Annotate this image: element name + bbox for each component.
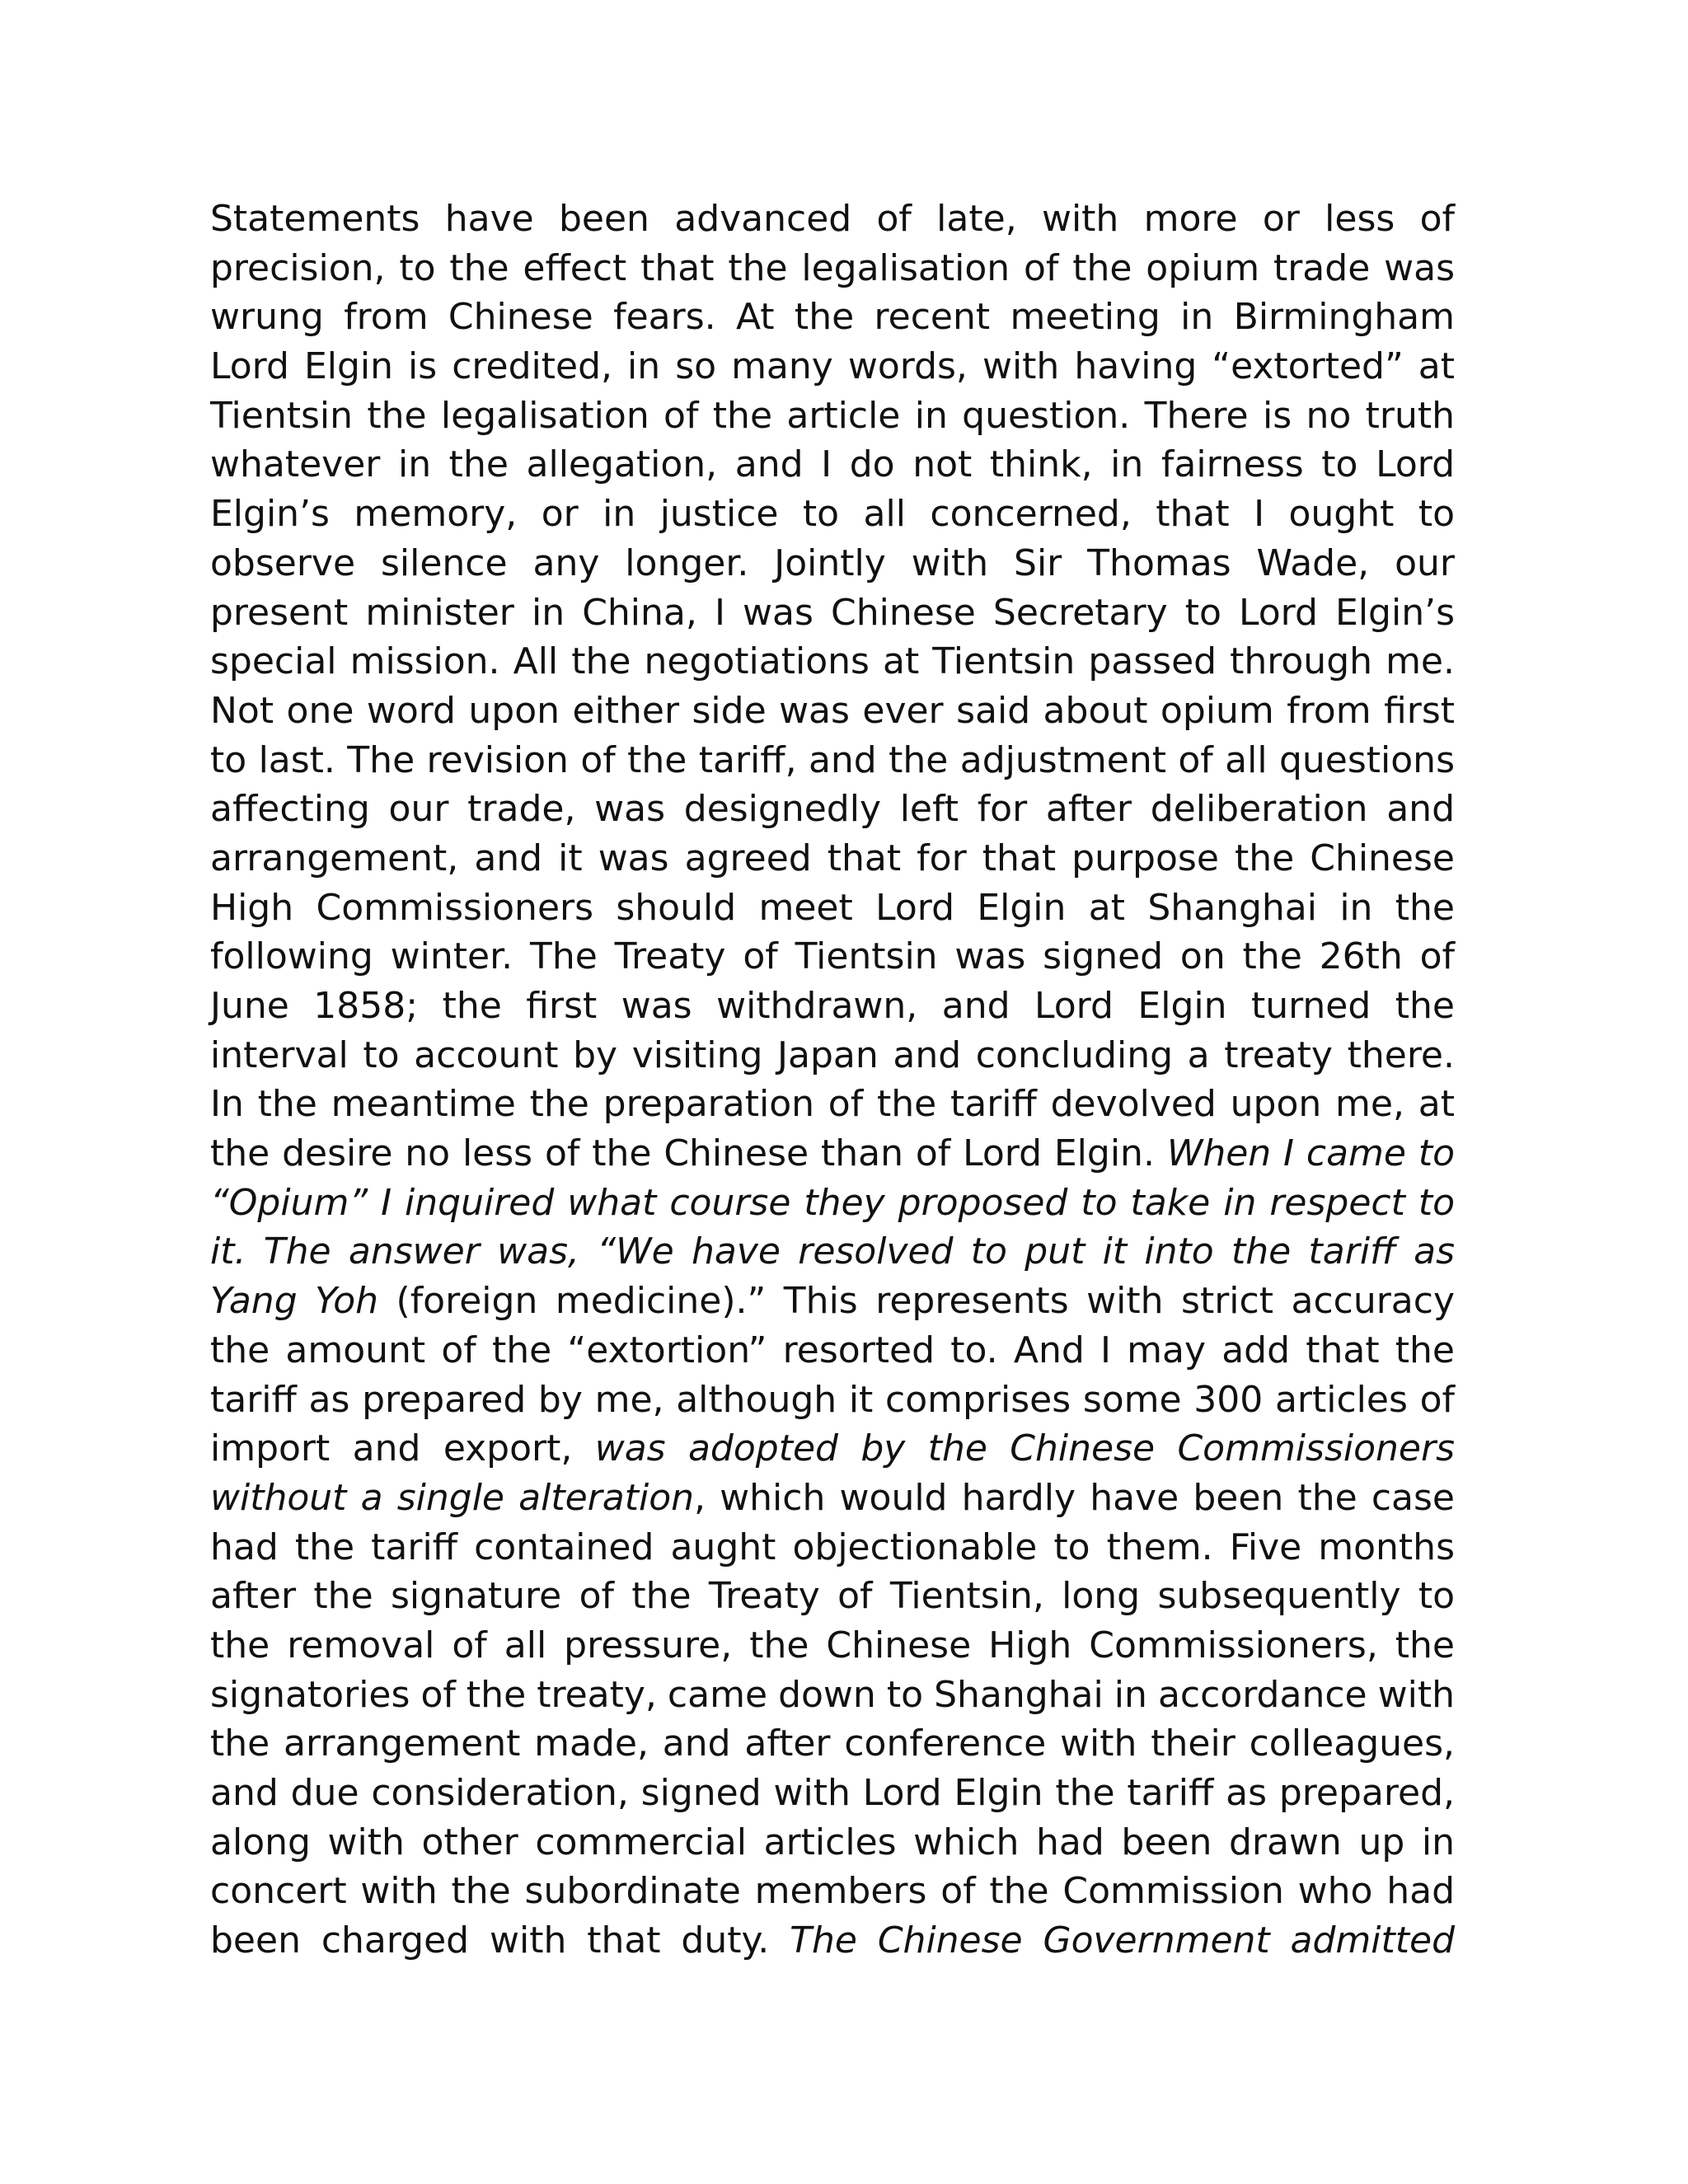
text-line [210, 1867, 1455, 1916]
text-line [210, 785, 1455, 834]
text-line [210, 490, 1455, 539]
text-run: observe silence any longer. Jointly with Sir Thomas Wade, our [210, 541, 1455, 584]
text-run: affecting our trade, was designedly left for after deliberation and [210, 788, 1455, 831]
text-run: Not one word upon either side was ever said about opium from first [210, 689, 1455, 732]
text-run: Tientsin the legalisation of the article in question. There is no truth [210, 394, 1455, 437]
text-run: after the signature of the Treaty of Tientsin, long subsequently to [210, 1575, 1455, 1618]
text-line [210, 1719, 1455, 1769]
text-run: along with other commercial articles which had been drawn up in [210, 1821, 1455, 1863]
text-line [210, 982, 1455, 1031]
text-line [210, 1129, 1455, 1179]
text-run: arrangement, and it was agreed that for that purpose the Chinese [210, 837, 1455, 879]
text-line [210, 1277, 1455, 1326]
text-line [210, 736, 1455, 785]
text-line [210, 1376, 1455, 1425]
text-run: Statements have been advanced of late, with more or less of [210, 198, 1455, 240]
text-run: signatories of the treaty, came down to Shanghai in accordance with [210, 1673, 1455, 1716]
italic-text-run: The Chinese Government admitted [790, 1919, 1456, 1962]
text-line [210, 1818, 1455, 1868]
text-run: wrung from Chinese fears. At the recent meeting in Birmingham [210, 296, 1455, 339]
text-run: present minister in China, I was Chinese Secretary to Lord Elgin’s [210, 591, 1455, 634]
text-run: precision, to the effect that the legalisation of the opium trade was [210, 246, 1455, 289]
text-line [210, 1523, 1455, 1572]
text-line [210, 1326, 1455, 1376]
text-line [210, 1179, 1455, 1228]
body-text [210, 194, 1455, 1966]
text-run: the removal of all pressure, the Chinese High Commissioners, the [210, 1624, 1455, 1666]
text-run: the arrangement made, and after conference with their colleagues, [210, 1722, 1455, 1765]
text-run: to last. The revision of the tariff, and the adjustment of all questions [210, 738, 1455, 781]
text-line [210, 1424, 1455, 1474]
text-line [210, 244, 1455, 293]
text-run: High Commissioners should meet Lord Elgin at Shanghai in the [210, 886, 1455, 929]
text-line [210, 1769, 1455, 1818]
text-run: (foreign medicine).” This represents with strict accuracy [378, 1280, 1455, 1323]
text-line [210, 1227, 1455, 1277]
text-line [210, 1572, 1455, 1621]
text-run: and due consideration, signed with Lord Elgin the tariff as prepared, [210, 1772, 1455, 1814]
italic-text-run: without a single alteration [210, 1476, 695, 1519]
italic-text-run: When I came to [1166, 1132, 1455, 1175]
text-run: Lord Elgin is credited, in so many words, with having “extorted” at [210, 345, 1455, 388]
text-line [210, 342, 1455, 391]
text-run: import and export, [210, 1427, 595, 1470]
text-run: had the tariff contained aught objectionable to them. Five months [210, 1526, 1455, 1568]
italic-text-run: was adopted by the Chinese Commissioners [594, 1427, 1455, 1470]
text-run: following winter. The Treaty of Tientsin was signed on the 26th of [210, 935, 1455, 978]
italic-text-run: “Opium” I inquired what course they proposed to take in respect to [210, 1181, 1455, 1224]
text-line [210, 1916, 1455, 1966]
text-line [210, 834, 1455, 883]
text-line [210, 883, 1455, 933]
text-line [210, 440, 1455, 490]
text-run: been charged with that duty. [210, 1919, 790, 1962]
text-line [210, 1080, 1455, 1129]
text-run: the amount of the “extortion” resorted to. And I may add that the [210, 1329, 1455, 1371]
text-run: interval to account by visiting Japan and concluding a treaty there. [210, 1033, 1455, 1076]
text-line [210, 1671, 1455, 1720]
text-run: whatever in the allegation, and I do not think, in fairness to Lord [210, 443, 1455, 486]
text-run: In the meantime the preparation of the tariff devolved upon me, at [210, 1083, 1455, 1126]
text-line [210, 1474, 1455, 1523]
text-line [210, 1621, 1455, 1671]
text-line [210, 391, 1455, 441]
text-run: concert with the subordinate members of the Commission who had [210, 1870, 1455, 1913]
text-line [210, 637, 1455, 687]
text-run: Elgin’s memory, or in justice to all concerned, that I ought to [210, 493, 1455, 536]
text-line [210, 539, 1455, 588]
text-line [210, 1031, 1455, 1080]
text-run: the desire no less of the Chinese than of Lord Elgin. [210, 1132, 1167, 1175]
text-run: tariff as prepared by me, although it comprises some 300 articles of [210, 1378, 1455, 1421]
italic-text-run: Yang Yoh [210, 1280, 378, 1323]
text-line [210, 588, 1455, 638]
text-line [210, 194, 1455, 244]
text-line [210, 687, 1455, 736]
text-run: , which would hardly have been the case [694, 1476, 1455, 1519]
italic-text-run: it. The answer was, “We have resolved to put it into the tariff as [210, 1230, 1455, 1273]
text-run: special mission. All the negotiations at Tientsin passed through me. [210, 640, 1455, 683]
text-line [210, 293, 1455, 342]
text-run: June 1858; the first was withdrawn, and Lord Elgin turned the [210, 985, 1455, 1027]
text-line [210, 932, 1455, 982]
